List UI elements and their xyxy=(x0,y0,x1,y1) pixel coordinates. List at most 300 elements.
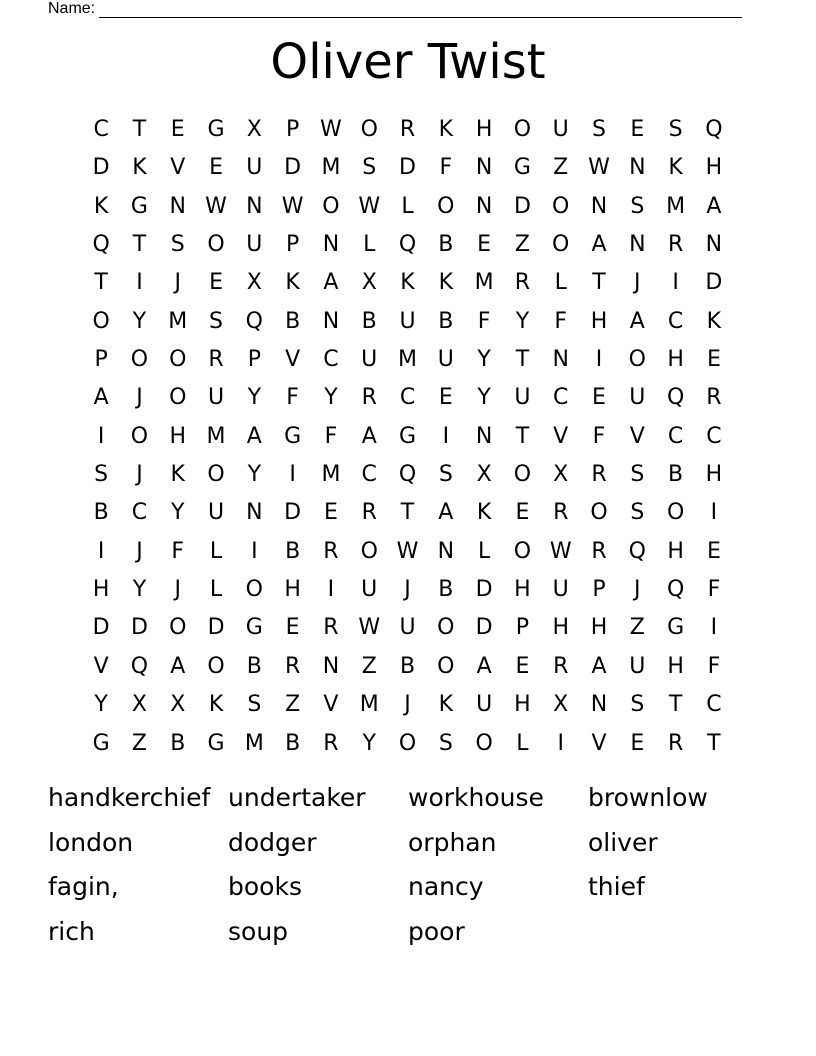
grid-letter[interactable]: G xyxy=(207,117,225,142)
grid-letter[interactable]: P xyxy=(592,577,606,603)
grid-letter[interactable]: U xyxy=(552,577,569,603)
grid-letter[interactable]: S xyxy=(438,730,453,756)
grid-letter[interactable]: A xyxy=(629,308,645,334)
grid-letter[interactable]: O xyxy=(360,538,378,564)
grid-letter[interactable]: Y xyxy=(324,385,338,411)
grid-letter[interactable]: J xyxy=(136,538,143,564)
grid-letter[interactable]: X xyxy=(553,462,569,488)
grid-letter[interactable]: O xyxy=(92,308,110,334)
grid-letter[interactable]: K xyxy=(208,692,224,718)
grid-letter[interactable]: A xyxy=(476,653,492,679)
grid-letter[interactable]: F xyxy=(707,653,721,679)
grid-row xyxy=(82,648,733,686)
grid-letter[interactable]: Q xyxy=(398,462,417,488)
grid-letter[interactable]: N xyxy=(475,193,493,219)
grid-letter[interactable]: U xyxy=(246,232,263,258)
grid-letter[interactable]: Q xyxy=(130,653,149,679)
grid-letter[interactable]: O xyxy=(552,232,570,258)
grid-letter[interactable]: S xyxy=(362,155,377,181)
grid-letter[interactable]: S xyxy=(592,117,606,142)
grid-letter[interactable]: K xyxy=(438,692,454,718)
grid-letter[interactable]: R xyxy=(667,730,684,756)
grid-letter[interactable]: W xyxy=(358,615,381,641)
grid-letter[interactable]: W xyxy=(205,193,227,219)
grid-letter[interactable]: K xyxy=(438,270,454,296)
grid-row xyxy=(82,571,733,609)
grid-letter[interactable]: R xyxy=(591,538,607,564)
grid-letter[interactable]: H xyxy=(284,577,301,603)
grid-letter[interactable]: J xyxy=(136,385,143,411)
grid-letter[interactable]: I xyxy=(97,538,105,564)
grid-letter[interactable]: Q xyxy=(666,577,685,603)
grid-letter[interactable]: R xyxy=(361,385,377,411)
grid-letter[interactable]: W xyxy=(358,193,381,219)
grid-letter[interactable]: G xyxy=(92,730,110,756)
grid-letter[interactable]: D xyxy=(284,155,302,181)
grid-letter[interactable]: T xyxy=(707,730,721,756)
grid-letter[interactable]: N xyxy=(246,500,263,526)
grid-letter[interactable]: N xyxy=(590,193,608,219)
grid-letter[interactable]: C xyxy=(131,500,148,526)
grid-letter[interactable]: O xyxy=(207,462,225,488)
grid-letter[interactable]: S xyxy=(668,117,683,142)
grid-letter[interactable]: S xyxy=(438,462,453,488)
grid-letter[interactable]: U xyxy=(476,692,493,718)
grid-letter[interactable]: I xyxy=(251,538,258,564)
word-list-item: poor xyxy=(408,916,465,946)
grid-letter[interactable]: H xyxy=(667,653,684,679)
grid-letter[interactable]: U xyxy=(361,577,378,603)
grid-letter[interactable]: O xyxy=(437,615,455,641)
grid-letter[interactable]: A xyxy=(170,653,186,679)
grid-letter[interactable]: C xyxy=(706,692,722,718)
grid-letter[interactable]: E xyxy=(438,385,453,411)
grid-letter[interactable]: B xyxy=(438,232,454,258)
grid-letter[interactable]: O xyxy=(666,500,685,526)
grid-letter[interactable]: J xyxy=(136,462,143,488)
grid-letter[interactable]: V xyxy=(285,347,301,373)
grid-letter[interactable]: E xyxy=(706,538,721,564)
grid-letter[interactable]: B xyxy=(170,730,186,756)
grid-letter[interactable]: C xyxy=(361,462,377,488)
grid-letter[interactable]: B xyxy=(285,730,301,756)
grid-letter[interactable]: B xyxy=(285,538,301,564)
grid-letter[interactable]: E xyxy=(170,117,185,142)
grid-letter[interactable]: U xyxy=(514,385,531,411)
grid-letter[interactable]: B xyxy=(361,308,377,334)
grid-letter[interactable]: W xyxy=(588,155,610,181)
grid-letter[interactable]: H xyxy=(667,347,684,373)
grid-letter[interactable]: J xyxy=(404,577,411,603)
grid-letter[interactable]: E xyxy=(515,500,530,526)
grid-letter[interactable]: R xyxy=(284,653,301,679)
grid-letter[interactable]: J xyxy=(634,270,641,296)
grid-letter[interactable]: M xyxy=(474,270,494,296)
grid-letter[interactable]: N xyxy=(322,308,340,334)
grid-letter[interactable]: N xyxy=(705,232,723,258)
grid-letter[interactable]: D xyxy=(513,193,531,219)
grid-letter[interactable]: E xyxy=(209,270,223,296)
grid-letter[interactable]: Z xyxy=(361,653,377,679)
grid-letter[interactable]: Y xyxy=(132,577,147,603)
grid-letter[interactable]: D xyxy=(399,155,416,181)
grid-letter[interactable]: H xyxy=(590,615,608,641)
grid-letter[interactable]: N xyxy=(475,155,493,181)
grid-letter[interactable]: G xyxy=(130,193,148,219)
grid-letter[interactable]: M xyxy=(359,692,379,718)
grid-letter[interactable]: L xyxy=(516,730,529,756)
grid-letter[interactable]: U xyxy=(552,117,569,142)
grid-letter[interactable]: Y xyxy=(247,385,262,411)
grid-letter[interactable]: L xyxy=(477,538,491,564)
grid-letter[interactable]: F xyxy=(324,423,338,449)
grid-letter[interactable]: W xyxy=(320,117,342,142)
grid-letter[interactable]: R xyxy=(323,538,339,564)
grid-letter[interactable]: D xyxy=(92,615,110,641)
grid-letter[interactable]: Q xyxy=(92,232,110,258)
grid-letter[interactable]: U xyxy=(399,308,416,334)
grid-letter[interactable]: A xyxy=(361,423,377,449)
grid-letter[interactable]: O xyxy=(513,462,532,488)
grid-letter[interactable]: E xyxy=(209,155,223,181)
grid-letter[interactable]: L xyxy=(209,538,223,564)
grid-letter[interactable]: N xyxy=(552,347,569,373)
grid-letter[interactable]: R xyxy=(208,347,224,373)
grid-letter[interactable]: O xyxy=(437,193,455,219)
grid-letter[interactable]: D xyxy=(284,500,302,526)
grid-letter[interactable]: H xyxy=(92,577,110,603)
grid-letter[interactable]: U xyxy=(246,155,263,181)
grid-letter[interactable]: S xyxy=(630,193,645,219)
grid-letter[interactable]: G xyxy=(398,423,417,449)
grid-letter[interactable]: I xyxy=(97,423,105,449)
grid-letter[interactable]: G xyxy=(207,730,225,756)
grid-letter[interactable]: K xyxy=(93,193,109,219)
grid-letter[interactable]: M xyxy=(168,308,188,334)
grid-letter[interactable]: J xyxy=(404,692,411,718)
grid-letter[interactable]: F xyxy=(439,155,453,181)
grid-letter[interactable]: O xyxy=(360,117,378,142)
grid-letter[interactable]: N xyxy=(437,538,455,564)
grid-letter[interactable]: O xyxy=(207,653,225,679)
grid-letter[interactable]: O xyxy=(169,615,187,641)
grid-letter[interactable]: F xyxy=(286,385,299,411)
grid-letter[interactable]: D xyxy=(475,577,493,603)
grid-letter[interactable]: E xyxy=(630,117,645,142)
grid-letter[interactable]: X xyxy=(476,462,492,488)
grid-letter[interactable]: D xyxy=(475,615,493,641)
grid-letter[interactable]: J xyxy=(174,270,181,296)
grid-letter[interactable]: X xyxy=(553,692,569,718)
grid-letter[interactable]: H xyxy=(169,423,187,449)
grid-letter[interactable]: M xyxy=(206,423,226,449)
grid-letter[interactable]: C xyxy=(667,308,684,334)
grid-letter[interactable]: H xyxy=(514,692,531,718)
grid-letter[interactable]: K xyxy=(170,462,185,488)
grid-letter[interactable]: A xyxy=(246,423,262,449)
grid-letter[interactable]: S xyxy=(630,692,645,718)
grid-letter[interactable]: G xyxy=(667,615,685,641)
grid-letter[interactable]: M xyxy=(321,155,341,181)
grid-letter[interactable]: S xyxy=(630,500,645,526)
grid-letter[interactable]: U xyxy=(629,385,646,411)
grid-letter[interactable]: Y xyxy=(477,385,491,411)
grid-letter[interactable]: N xyxy=(322,232,340,258)
name-underline[interactable] xyxy=(99,3,742,18)
grid-letter[interactable]: X xyxy=(246,270,262,296)
grid-letter[interactable]: J xyxy=(634,577,641,603)
grid-letter[interactable]: R xyxy=(323,615,339,641)
grid-letter[interactable]: E xyxy=(630,730,645,756)
grid-letter[interactable]: Z xyxy=(131,730,147,756)
grid-letter[interactable]: R xyxy=(553,653,569,679)
grid-letter[interactable]: C xyxy=(706,423,722,449)
grid-row xyxy=(82,609,733,647)
grid-letter[interactable]: Y xyxy=(247,462,262,488)
grid-letter[interactable]: S xyxy=(630,462,645,488)
grid-letter[interactable]: P xyxy=(94,347,108,373)
grid-letter[interactable]: O xyxy=(207,232,225,258)
grid-letter[interactable]: N xyxy=(590,692,608,718)
grid-row xyxy=(82,533,733,571)
grid-letter[interactable]: I xyxy=(289,462,296,488)
grid-letter[interactable]: O xyxy=(437,653,455,679)
grid-letter[interactable]: C xyxy=(93,117,109,142)
grid-letter[interactable]: T xyxy=(94,270,108,296)
grid-letter[interactable]: I xyxy=(710,615,718,641)
grid-letter[interactable]: L xyxy=(554,270,567,296)
grid-letter[interactable]: U xyxy=(399,615,416,641)
grid-letter[interactable]: F xyxy=(477,308,491,334)
grid-letter[interactable]: E xyxy=(706,347,721,373)
grid-letter[interactable]: R xyxy=(706,385,722,411)
grid-letter[interactable]: A xyxy=(706,193,722,219)
word-list-item: dodger xyxy=(228,827,317,857)
grid-letter[interactable]: R xyxy=(553,500,569,526)
grid-letter[interactable]: T xyxy=(515,347,530,373)
grid-letter[interactable]: I xyxy=(595,347,603,373)
grid-letter[interactable]: S xyxy=(170,232,185,258)
grid-letter[interactable]: C xyxy=(399,385,416,411)
grid-letter[interactable]: B xyxy=(285,308,301,334)
grid-letter[interactable]: I xyxy=(710,500,718,526)
grid-letter[interactable]: D xyxy=(705,270,723,296)
grid-letter[interactable]: Y xyxy=(94,692,108,718)
grid-letter[interactable]: L xyxy=(401,193,414,219)
word-list-item: fagin, xyxy=(48,872,119,901)
grid-letter[interactable]: C xyxy=(323,347,339,373)
grid-letter[interactable]: A xyxy=(591,232,607,258)
grid-letter[interactable]: B xyxy=(438,577,454,603)
grid-letter[interactable]: I xyxy=(327,577,335,603)
grid-letter[interactable]: S xyxy=(94,462,109,488)
grid-letter[interactable]: V xyxy=(553,423,569,449)
grid-letter[interactable]: I xyxy=(672,270,679,296)
grid-letter[interactable]: X xyxy=(246,117,262,142)
grid-letter[interactable]: L xyxy=(363,232,376,258)
grid-letter[interactable]: Y xyxy=(362,730,376,756)
grid-letter[interactable]: H xyxy=(552,615,569,641)
grid-letter[interactable]: O xyxy=(552,193,570,219)
grid-letter[interactable]: O xyxy=(475,730,493,756)
grid-letter[interactable]: V xyxy=(591,730,607,756)
grid-letter[interactable]: Y xyxy=(477,347,491,373)
grid-letter[interactable]: P xyxy=(247,347,261,373)
grid-letter[interactable]: Q xyxy=(666,385,685,411)
grid-letter[interactable]: U xyxy=(629,653,646,679)
grid-letter[interactable]: R xyxy=(399,117,416,142)
grid-letter[interactable]: O xyxy=(169,347,187,373)
grid-letter[interactable]: O xyxy=(513,117,532,142)
grid-letter[interactable]: H xyxy=(705,155,723,181)
grid-letter[interactable]: Y xyxy=(171,500,185,526)
grid-letter[interactable]: O xyxy=(398,730,417,756)
grid-letter[interactable]: M xyxy=(398,347,418,373)
grid-letter[interactable]: T xyxy=(400,500,415,526)
grid-letter[interactable]: H xyxy=(475,117,493,142)
grid-letter[interactable]: A xyxy=(93,385,109,411)
grid-letter[interactable]: R xyxy=(591,462,607,488)
grid-letter[interactable]: R xyxy=(667,232,684,258)
grid-letter[interactable]: N xyxy=(169,193,186,219)
grid-letter[interactable]: G xyxy=(284,423,302,449)
grid-letter[interactable]: T xyxy=(132,117,147,142)
grid-letter[interactable]: M xyxy=(244,730,264,756)
grid-letter[interactable]: F xyxy=(592,423,606,449)
grid-letter[interactable]: E xyxy=(592,385,606,411)
grid-letter[interactable]: J xyxy=(174,577,181,603)
grid-letter[interactable]: U xyxy=(207,385,225,411)
grid-letter[interactable]: Z xyxy=(285,692,301,718)
grid-letter[interactable]: Z xyxy=(629,615,645,641)
grid-letter[interactable]: Q xyxy=(705,117,723,142)
grid-letter[interactable]: B xyxy=(246,653,262,679)
grid-letter[interactable]: X xyxy=(170,692,186,718)
grid-letter[interactable]: E xyxy=(323,500,338,526)
grid-letter[interactable]: Z xyxy=(514,232,530,258)
grid-letter[interactable]: Q xyxy=(398,232,417,258)
grid-letter[interactable]: D xyxy=(207,615,225,641)
grid-letter[interactable]: E xyxy=(285,615,300,641)
grid-letter[interactable]: H xyxy=(667,538,684,564)
grid-letter[interactable]: H xyxy=(514,577,531,603)
grid-letter[interactable]: N xyxy=(475,423,493,449)
grid-letter[interactable]: U xyxy=(437,347,454,373)
grid-letter[interactable]: W xyxy=(396,538,419,564)
grid-letter[interactable]: F xyxy=(554,308,568,334)
grid-letter[interactable]: W xyxy=(549,538,572,564)
grid-letter[interactable]: S xyxy=(209,308,224,334)
grid-row xyxy=(82,725,733,763)
grid-letter[interactable]: W xyxy=(281,193,304,219)
grid-letter[interactable]: Q xyxy=(245,308,263,334)
grid-letter[interactable]: O xyxy=(590,500,608,526)
grid-letter[interactable]: A xyxy=(438,500,454,526)
grid-letter[interactable]: Z xyxy=(553,155,569,181)
grid-letter[interactable]: I xyxy=(136,270,143,296)
grid-letter[interactable]: E xyxy=(515,653,530,679)
grid-letter[interactable]: O xyxy=(322,193,340,219)
grid-letter[interactable]: V xyxy=(323,692,339,718)
grid-letter[interactable]: K xyxy=(285,270,300,296)
grid-letter[interactable]: T xyxy=(515,423,530,449)
grid-letter[interactable]: O xyxy=(245,577,263,603)
grid-letter[interactable]: B xyxy=(438,308,454,334)
name-field[interactable] xyxy=(48,0,742,18)
grid-letter[interactable]: U xyxy=(207,500,225,526)
grid-letter[interactable]: R xyxy=(514,270,531,296)
grid-letter[interactable]: O xyxy=(169,385,187,411)
grid-letter[interactable]: R xyxy=(361,500,377,526)
grid-letter[interactable]: D xyxy=(92,155,110,181)
grid-letter[interactable]: O xyxy=(628,347,646,373)
grid-letter[interactable]: C xyxy=(667,423,684,449)
grid-letter[interactable]: O xyxy=(130,347,149,373)
grid-letter[interactable]: A xyxy=(591,653,607,679)
grid-letter[interactable]: N xyxy=(629,232,646,258)
grid-letter[interactable]: P xyxy=(285,232,300,258)
grid-letter[interactable]: X xyxy=(361,270,377,296)
grid-letter[interactable]: K xyxy=(400,270,415,296)
grid-letter[interactable]: K xyxy=(668,155,683,181)
grid-letter[interactable]: R xyxy=(323,730,339,756)
grid-letter[interactable]: I xyxy=(557,730,564,756)
grid-letter[interactable]: N xyxy=(246,193,263,219)
grid-letter[interactable]: H xyxy=(590,308,608,334)
grid-letter[interactable]: D xyxy=(130,615,148,641)
grid-letter[interactable]: K xyxy=(476,500,492,526)
grid-letter[interactable]: M xyxy=(321,462,341,488)
grid-letter[interactable]: E xyxy=(477,232,492,258)
grid-letter[interactable]: V xyxy=(93,653,109,679)
grid-letter[interactable]: P xyxy=(285,117,300,142)
word-list-item: orphan xyxy=(408,827,497,857)
grid-letter[interactable]: I xyxy=(442,423,450,449)
grid-letter[interactable]: N xyxy=(629,155,646,181)
grid-letter[interactable]: V xyxy=(170,155,186,181)
grid-letter[interactable]: T xyxy=(668,692,683,718)
grid-letter[interactable]: H xyxy=(705,462,723,488)
grid-letter[interactable]: B xyxy=(399,653,416,679)
grid-letter[interactable]: K xyxy=(438,117,454,142)
grid-letter[interactable]: T xyxy=(592,270,606,296)
grid-letter[interactable]: A xyxy=(323,270,339,296)
grid-letter[interactable]: Y xyxy=(515,308,530,334)
grid-letter[interactable]: N xyxy=(322,653,340,679)
grid-letter[interactable]: V xyxy=(629,423,645,449)
grid-letter[interactable]: T xyxy=(132,232,147,258)
grid-letter[interactable]: K xyxy=(132,155,147,181)
grid-letter[interactable]: O xyxy=(513,538,532,564)
grid-letter[interactable]: U xyxy=(361,347,378,373)
grid-letter[interactable]: M xyxy=(666,193,686,219)
grid-letter[interactable]: B xyxy=(668,462,684,488)
grid-letter[interactable]: C xyxy=(553,385,569,411)
grid-letter[interactable]: F xyxy=(171,538,185,564)
grid-letter[interactable]: O xyxy=(130,423,149,449)
grid-letter[interactable]: Y xyxy=(132,308,147,334)
grid-letter[interactable]: X xyxy=(131,692,147,718)
grid-letter[interactable]: S xyxy=(247,692,262,718)
grid-letter[interactable]: G xyxy=(245,615,263,641)
grid-letter[interactable]: K xyxy=(706,308,722,334)
grid-letter[interactable]: F xyxy=(707,577,721,603)
grid-letter[interactable]: L xyxy=(209,577,223,603)
grid-letter[interactable]: P xyxy=(515,615,530,641)
grid-letter[interactable]: G xyxy=(513,155,531,181)
grid-letter[interactable]: B xyxy=(93,500,109,526)
grid-letter[interactable]: Q xyxy=(628,538,646,564)
